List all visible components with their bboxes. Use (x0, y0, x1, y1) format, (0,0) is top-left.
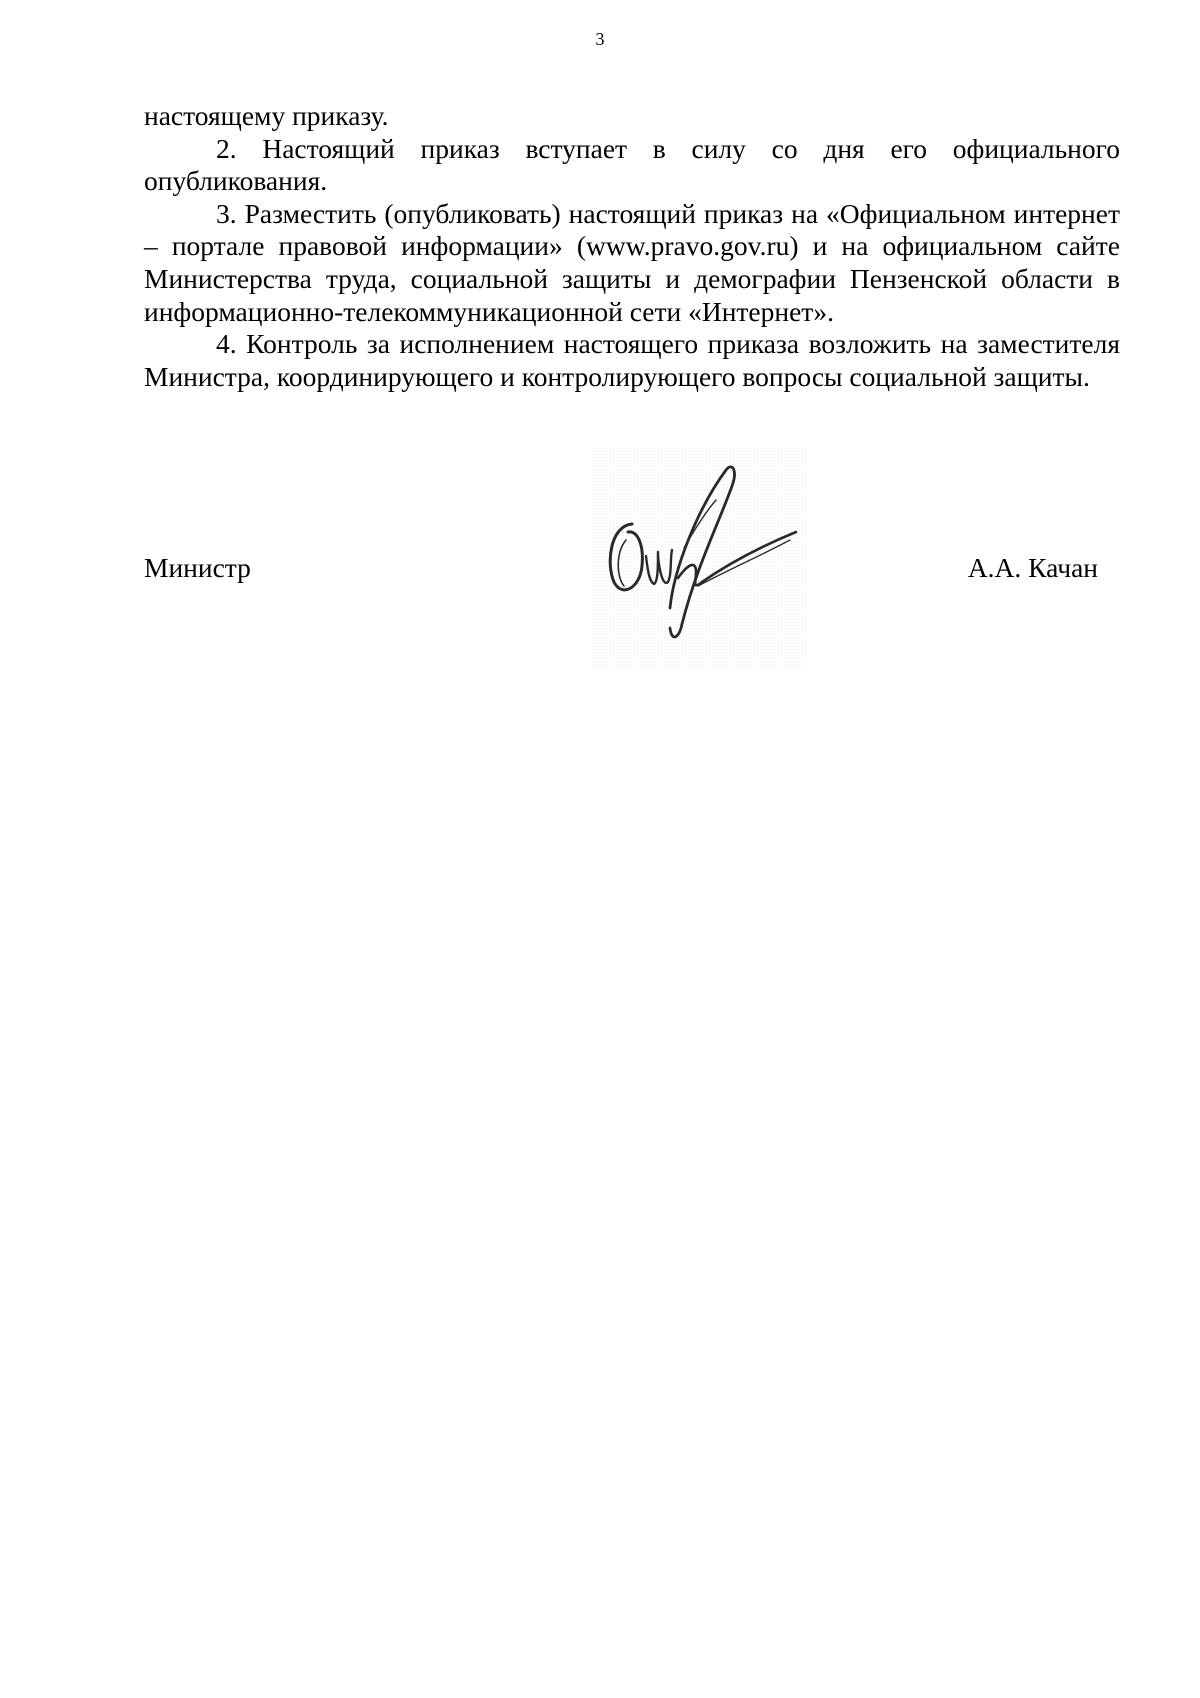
document-body (144, 100, 1120, 393)
page-number: 3 (595, 29, 605, 49)
signature-block (144, 552, 1120, 592)
paragraph-continuation: настоящему приказу. (144, 100, 389, 131)
paragraph-item-4: 4. Контроль за исполнением настоящего приказа возложить на заместителя Министра, координирующего и контролирующего вопросы социальной защиты. (144, 328, 1120, 392)
paragraph-item-2: 2. Настоящий приказ вступает в силу со дня его официального опубликования. (144, 132, 1120, 197)
signer-name: А.А. Качан (967, 552, 1098, 583)
signer-position: Министр (144, 552, 251, 583)
paragraph-item-3: 3. Разместить (опубликовать) настоящий приказ на «Официальном интернет – портале правовой информации» (www.pravo.gov.ru) и на официальном сайте Министерства труда, социальной защиты и демографии Пензенской области в информационно-телекоммуникационной сети «Интернет». (144, 197, 1120, 327)
